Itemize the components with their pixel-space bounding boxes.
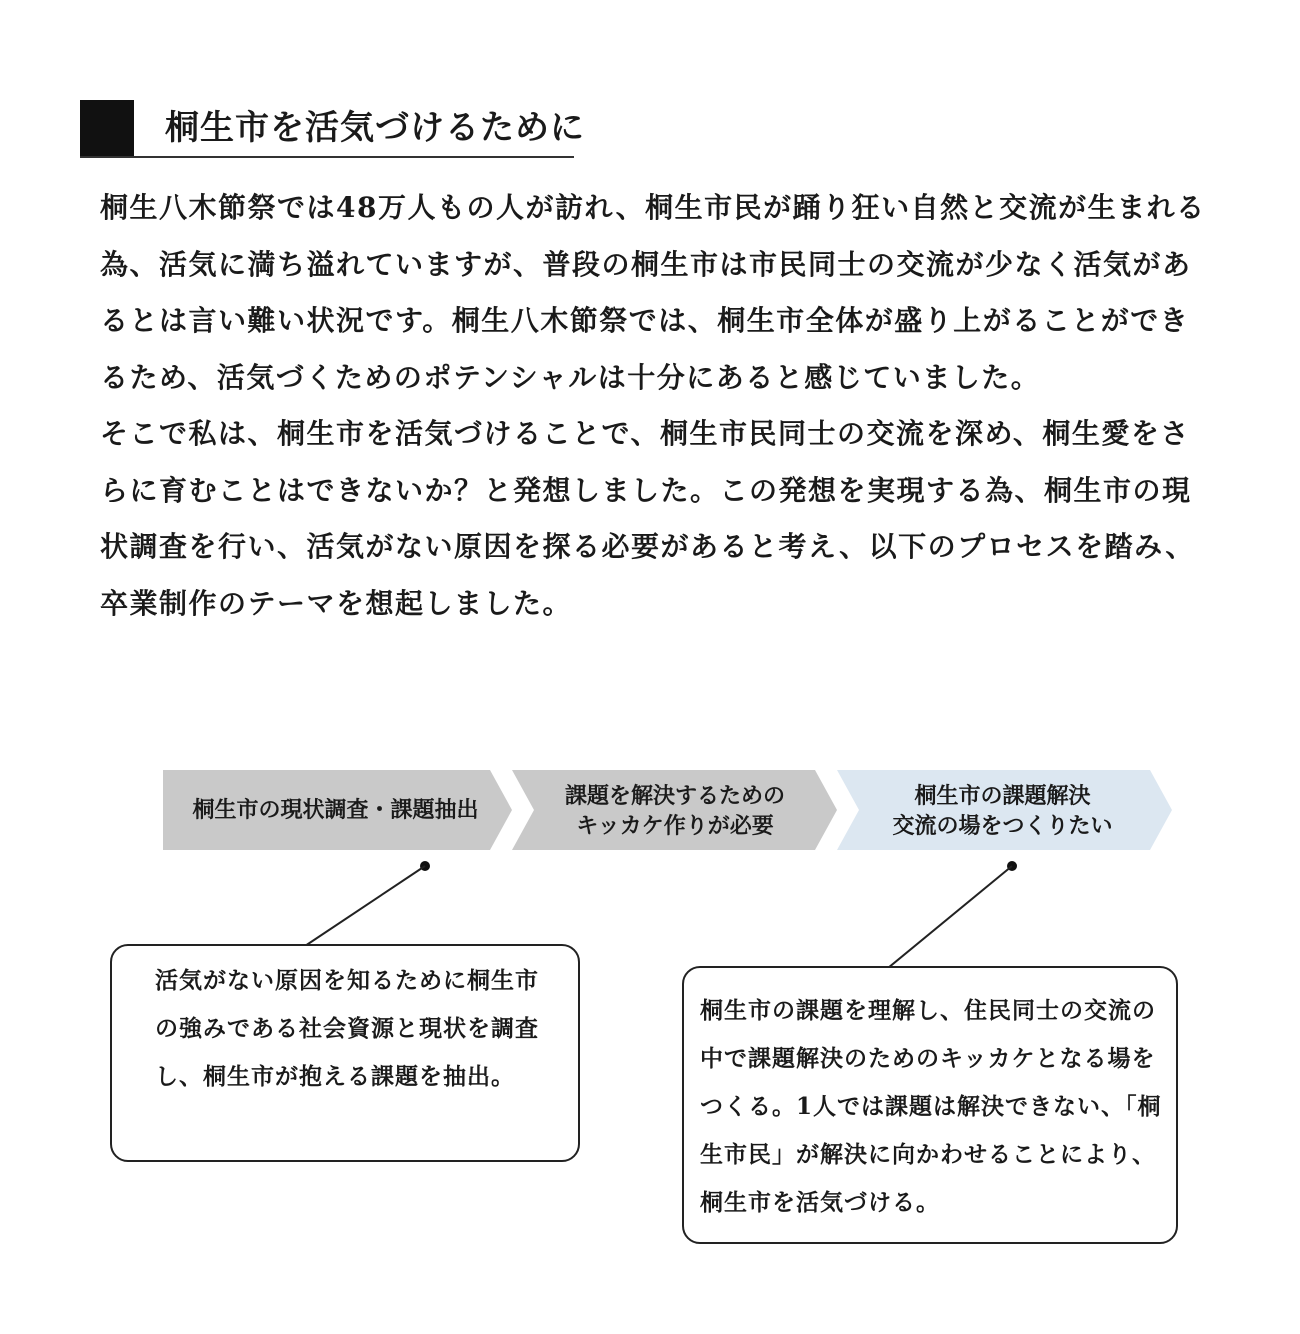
section-title: 桐生市を活気づけるために xyxy=(165,108,585,148)
process-step-3-line1: 桐生市の課題解決 xyxy=(914,783,1091,809)
connector-left-line xyxy=(305,866,425,946)
process-step-2-line2: キッカケ作りが必要 xyxy=(576,813,774,839)
process-step-2-label xyxy=(525,781,825,841)
callout-right-paragraph: 桐生市の課題を理解し、住民同士の交流の中で課題解決のためのキッカケとなる場をつくる。1人では課題は解決できない、「桐生市民」が解決に向かわせることにより、桐生市を活気づける。 xyxy=(700,997,1162,1216)
connector-right-line xyxy=(888,866,1012,968)
process-step-3-label xyxy=(850,781,1155,841)
process-step-3-line2: 交流の場をつくりたい xyxy=(892,813,1113,839)
process-step-1-label xyxy=(163,795,508,825)
body-paragraph-1: 桐生八木節祭では48万人もの人が訪れ、桐生市民が踊り狂い自然と交流が生まれる為、活気に満ち溢れていますが、普段の桐生市は市民同士の交流が少なく活気があるとは言い難い状況です。桐生八木節祭では、桐生市全体が盛り上がることができるため、活気づくためのポテンシャルは十分にあると感じていました。 xyxy=(100,191,1206,394)
callout-left-paragraph: 活気がない原因を知るために桐生市の強みである社会資源と現状を調査し、桐生市が抱える課題を抽出。 xyxy=(155,967,539,1090)
process-step-2-line1: 課題を解決するための xyxy=(564,783,785,809)
body-paragraph-2: そこで私は、桐生市を活気づけることで、桐生市民同士の交流を深め、桐生愛をさらに育むことはできないか？と発想しました。この発想を実現する為、桐生市の現状調査を行い、活気がない原因を探る必要があると考え、以下のプロセスを踏み、卒業制作のテーマを想起しました。 xyxy=(100,417,1195,620)
callout-right-text xyxy=(700,987,1165,1227)
callout-left-text xyxy=(155,957,545,1101)
process-step-1-line1: 桐生市の現状調査・課題抽出 xyxy=(192,797,479,823)
